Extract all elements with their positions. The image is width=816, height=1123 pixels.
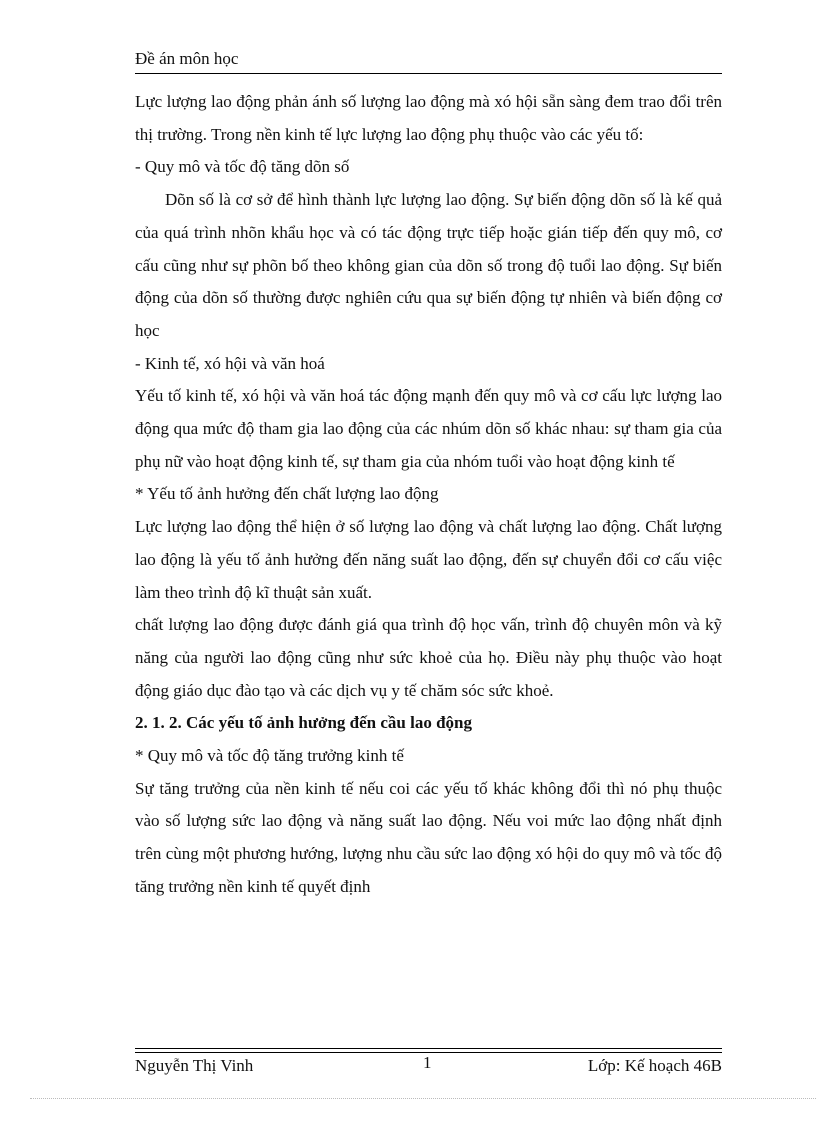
- subheading: * Quy mô và tốc độ tăng trưởng kinh tế: [135, 746, 404, 766]
- paragraph: chất lượng lao động được đánh giá qua trình độ học vấn, trình độ chuyên môn và kỹ năng của người lao động cũng như sức khoẻ của họ. Điều này phụ thuộc vào hoạt động giáo dục đào tạo và các dịch vụ y tế chăm sóc sức khoẻ.: [135, 615, 722, 700]
- bullet-item: - Quy mô và tốc độ tăng dõn số: [135, 157, 350, 177]
- bullet-item: - Kinh tế, xó hội và văn hoá: [135, 353, 325, 373]
- footer-class: Lớp: Kế hoạch 46B: [587, 1056, 722, 1075]
- footer-divider: [135, 1048, 722, 1049]
- paragraph: Yếu tố kinh tế, xó hội và văn hoá tác động mạnh đến quy mô và cơ cấu lực lượng lao động qua mức độ tham gia lao động của các nhúm dõn số khác nhau: sự tham gia của phụ nữ vào hoạt động kinh tế, sự tham gia của nhóm tuổi vào hoạt động kinh tế: [135, 386, 722, 471]
- section-heading: 2. 1. 2. Các yếu tố ảnh hưởng đến cầu lao động: [135, 713, 473, 733]
- page-footer: [135, 1053, 722, 1078]
- footer-author: Nguyễn Thị Vinh: [135, 1056, 254, 1075]
- document-body: [135, 86, 722, 904]
- paragraph: Lực lượng lao động phản ánh số lượng lao động mà xó hội sẵn sàng đem trao đổi trên thị trường. Trong nền kinh tế lực lượng lao động phụ thuộc vào các yếu tố:: [135, 92, 722, 144]
- subheading: * Yếu tố ảnh hưởng đến chất lượng lao động: [135, 484, 439, 504]
- paragraph: Lực lượng lao động thể hiện ở số lượng lao động và chất lượng lao động. Chất lượng lao động là yếu tố ảnh hưởng đến năng suất lao động, đến sự chuyển đổi cơ cấu việc làm theo trình độ kĩ thuật sản xuất.: [135, 517, 722, 602]
- header-title: Đề án môn học: [135, 49, 239, 68]
- page-number: 1: [423, 1053, 432, 1072]
- page-boundary-line: [30, 1098, 816, 1099]
- page-header: [135, 49, 722, 74]
- paragraph: Sự tăng trưởng của nền kinh tế nếu coi các yếu tố khác không đổi thì nó phụ thuộc vào số lượng sức lao động và năng suất lao động. Nếu voi mức lao động nhất định trên cùng một phương hướng, lượng nhu cầu sức lao động xó hội do quy mô và tốc độ tăng trưởng nền kinh tế quyết định: [135, 778, 722, 896]
- paragraph: Dõn số là cơ sở để hình thành lực lượng lao động. Sự biến động dõn số là kế quả của quá trình nhõn khẩu học và có tác động trực tiếp hoặc gián tiếp đến quy mô, cơ cấu cũng như sự phõn bố theo không gian của dõn số trong độ tuổi lao động. Sự biến động của dõn số thường được nghiên cứu qua sự biến động tự nhiên và biến động cơ học: [135, 190, 722, 340]
